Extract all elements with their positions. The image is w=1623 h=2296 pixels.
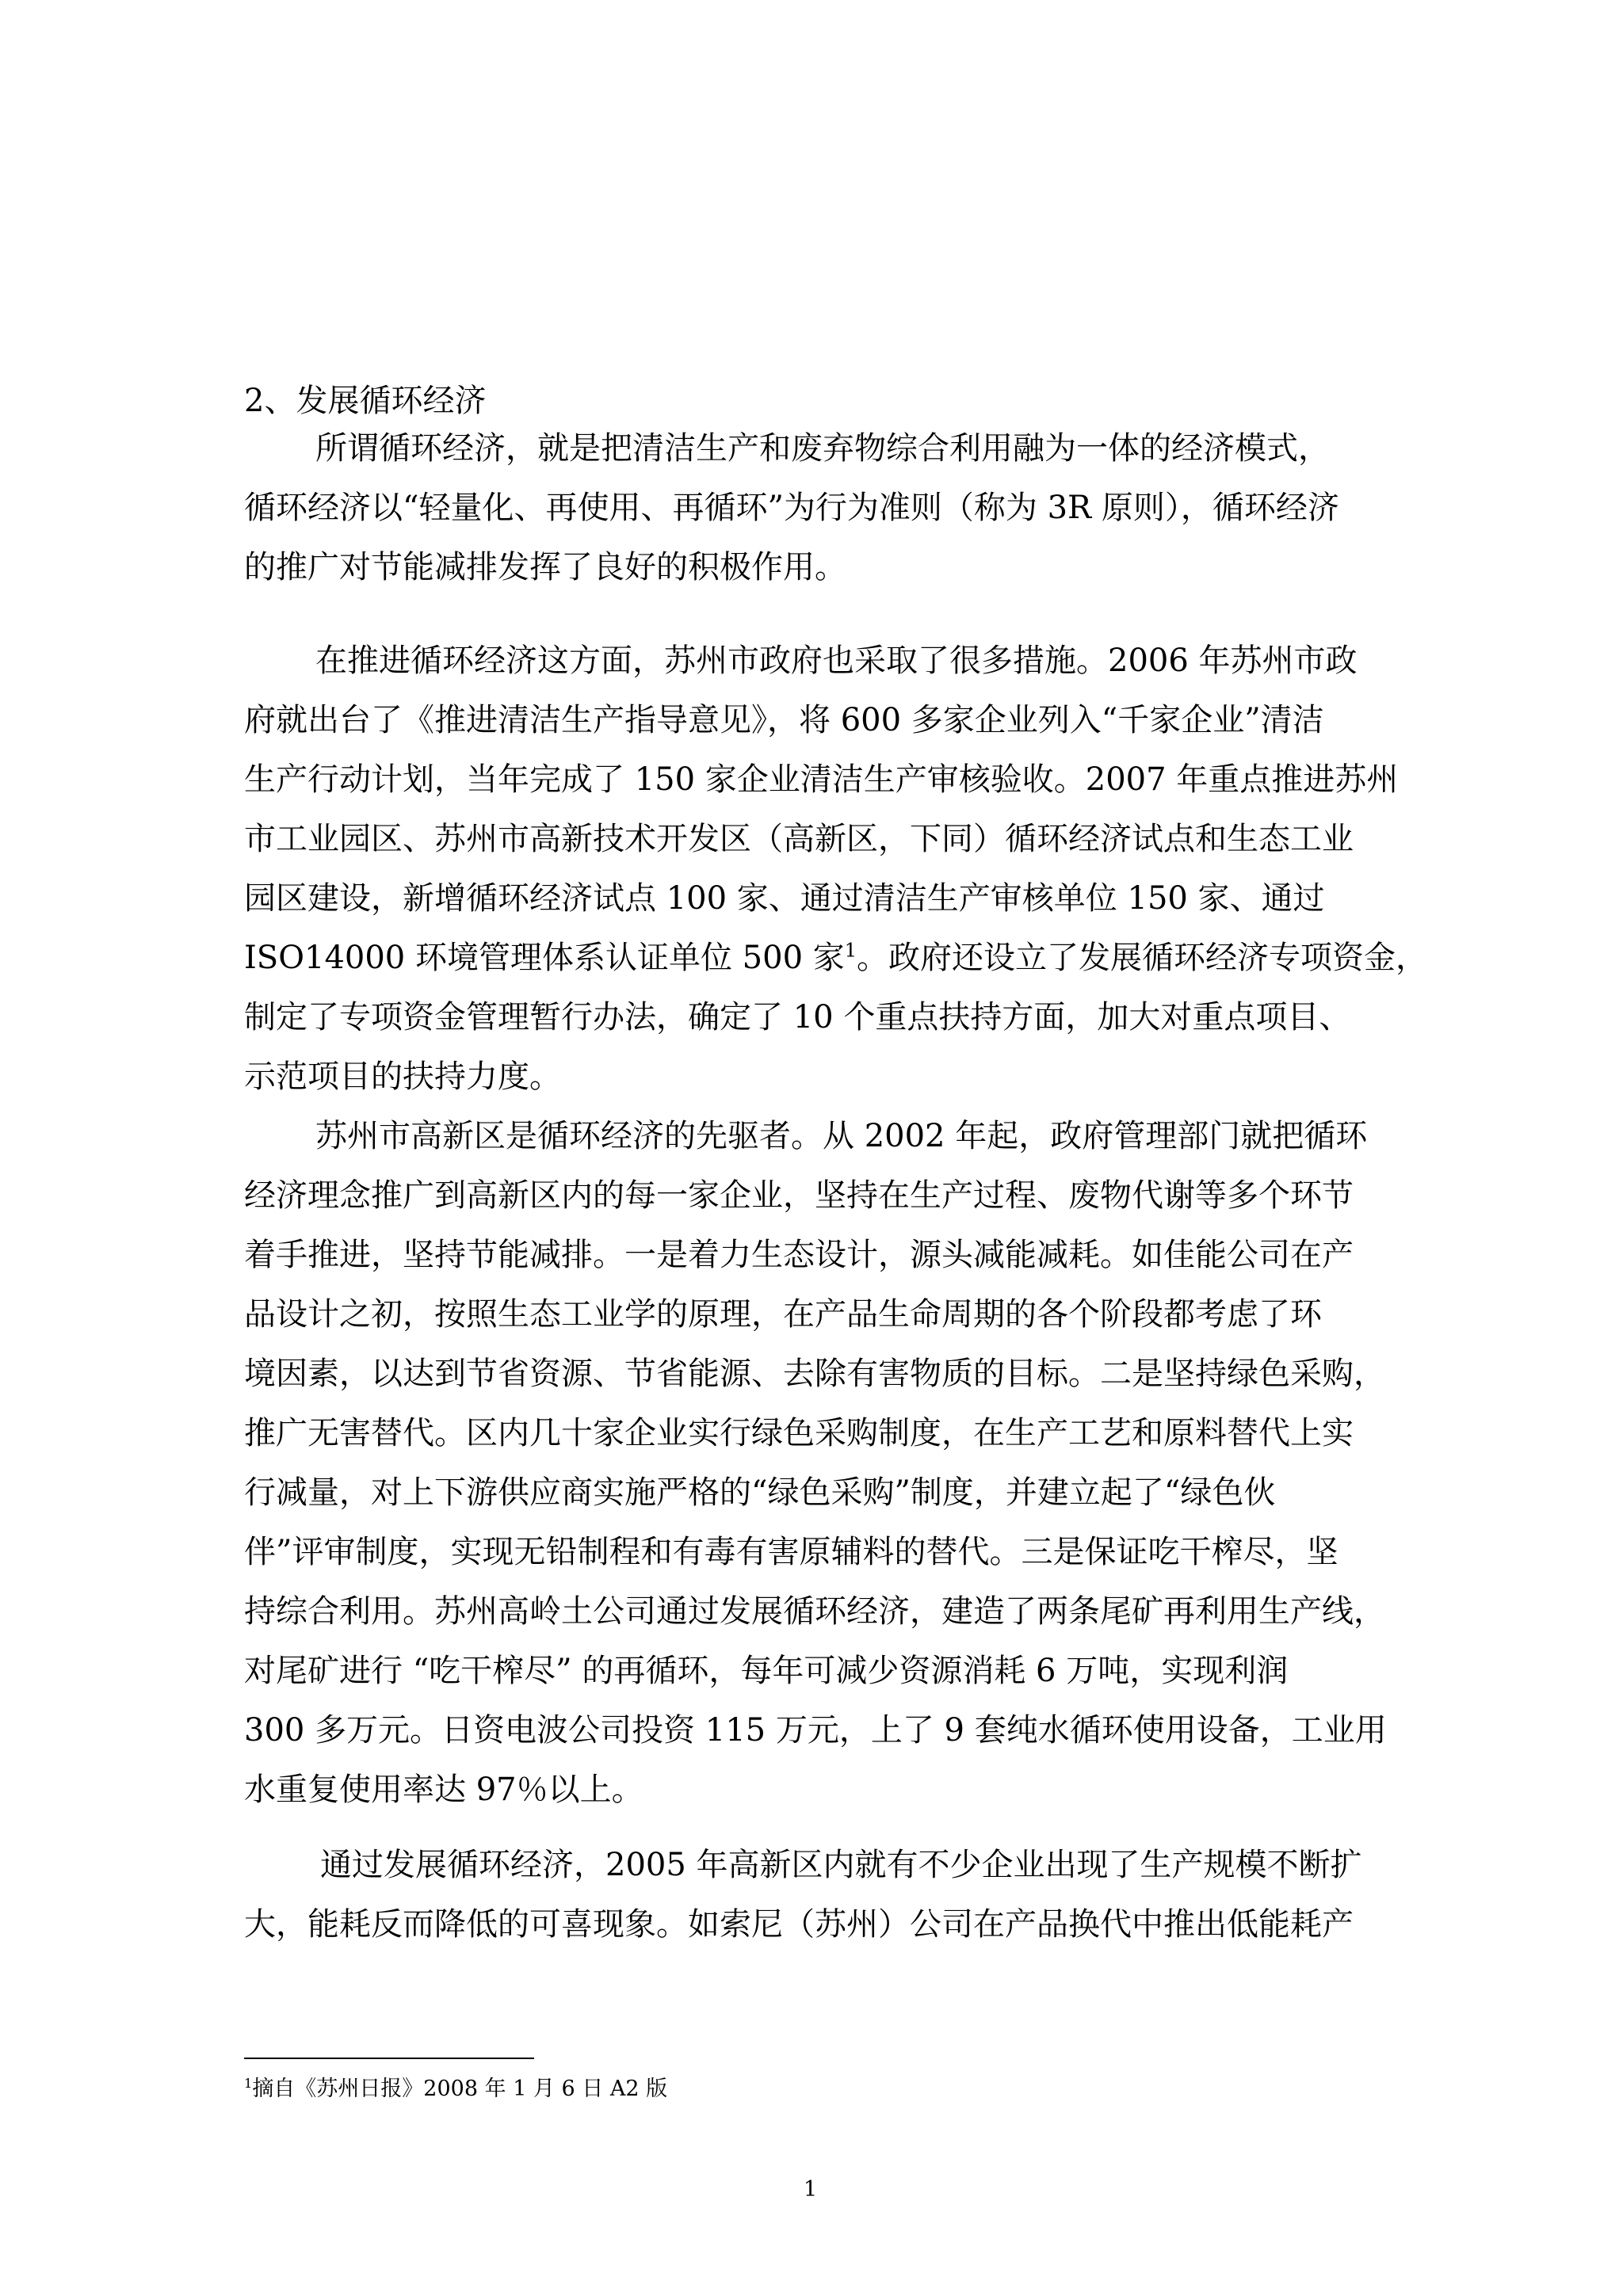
paragraph-line: 府就出台了《推进清洁生产指导意见》，将 600 多家企业列入“千家企业”清洁 — [244, 702, 1324, 738]
paragraph-line: 示范项目的扶持力度。 — [244, 1058, 561, 1095]
footnote-marker: 1 — [244, 2076, 253, 2091]
paragraph-line: 经济理念推广到高新区内的每一家企业，坚持在生产过程、废物代谢等多个环节 — [244, 1177, 1354, 1214]
paragraph-line: 着手推进，坚持节能减排。一是着力生态设计，源头减能减耗。如佳能公司在产 — [244, 1237, 1354, 1273]
paragraph-line: 园区建设，新增循环经济试点 100 家、通过清洁生产审核单位 150 家、通过 — [244, 880, 1325, 917]
paragraph-line: 对尾矿进行 “吃干榨尽” 的再循环，每年可减少资源消耗 6 万吨，实现利润 — [244, 1653, 1289, 1689]
footnote — [244, 2073, 667, 2105]
footnote-separator — [244, 2058, 534, 2059]
paragraph-line: 水重复使用率达 97％以上。 — [244, 1772, 643, 1808]
paragraph-line: 行减量，对上下游供应商实施严格的“绿色采购”制度，并建立起了“绿色伙 — [244, 1474, 1276, 1511]
paragraph-line: 的推广对节能减排发挥了良好的积极作用。 — [244, 549, 846, 585]
paragraph-line: 苏州市高新区是循环经济的先驱者。从 2002 年起，政府管理部门就把循环 — [315, 1118, 1368, 1154]
paragraph-line: 推广无害替代。区内几十家企业实行绿色采购制度，在生产工艺和原料替代上实 — [244, 1415, 1354, 1451]
paragraph-line: 生产行动计划，当年完成了 150 家企业清洁生产审核验收。2007 年重点推进苏州 — [244, 761, 1399, 798]
section-heading: 2、发展循环经济 — [244, 383, 487, 419]
paragraph-line: 制定了专项资金管理暂行办法，确定了 10 个重点扶持方面，加大对重点项目、 — [244, 999, 1351, 1035]
paragraph-line: 持综合利用。苏州高岭土公司通过发展循环经济，建造了两条尾矿再利用生产线， — [244, 1593, 1385, 1630]
paragraph-line: 在推进循环经济这方面，苏州市政府也采取了很多措施。2006 年苏州市政 — [315, 643, 1358, 679]
paragraph-line — [244, 933, 1427, 983]
paragraph-line: 所谓循环经济，就是把清洁生产和废弃物综合利用融为一体的经济模式， — [315, 430, 1330, 467]
paragraph-line: 循环经济以“轻量化、再使用、再循环”为行为准则（称为 3R 原则），循环经济 — [244, 490, 1339, 526]
paragraph-line: 境因素，以达到节省资源、节省能源、去除有害物质的目标。二是坚持绿色采购， — [244, 1356, 1385, 1392]
paragraph-line: 300 多万元。日资电波公司投资 115 万元，上了 9 套纯水循环使用设备，工业用 — [244, 1712, 1387, 1749]
footnote-text: 摘自《苏州日报》2008 年 1 月 6 日 A2 版 — [252, 2077, 668, 2101]
paragraph-line: 伴”评审制度，实现无铅制程和有毒有害原辅料的替代。三是保证吃干榨尽，坚 — [244, 1534, 1338, 1570]
paragraph-line: 市工业园区、苏州市高新技术开发区（高新区，下同）循环经济试点和生态工业 — [244, 821, 1354, 857]
paragraph-text: ISO14000 环境管理体系认证单位 500 家 — [244, 940, 845, 976]
paragraph-line: 大，能耗反而降低的可喜现象。如索尼（苏州）公司在产品换代中推出低能耗产 — [244, 1906, 1354, 1943]
page-number: 1 — [804, 2177, 818, 2202]
paragraph-text: 。政府还设立了发展循环经济专项资金， — [857, 940, 1428, 976]
paragraph-line: 通过发展循环经济，2005 年高新区内就有不少企业出现了生产规模不断扩 — [320, 1847, 1362, 1883]
footnote-reference: 1 — [844, 939, 857, 962]
paragraph-line: 品设计之初，按照生态工业学的原理，在产品生命周期的各个阶段都考虑了环 — [244, 1296, 1322, 1333]
